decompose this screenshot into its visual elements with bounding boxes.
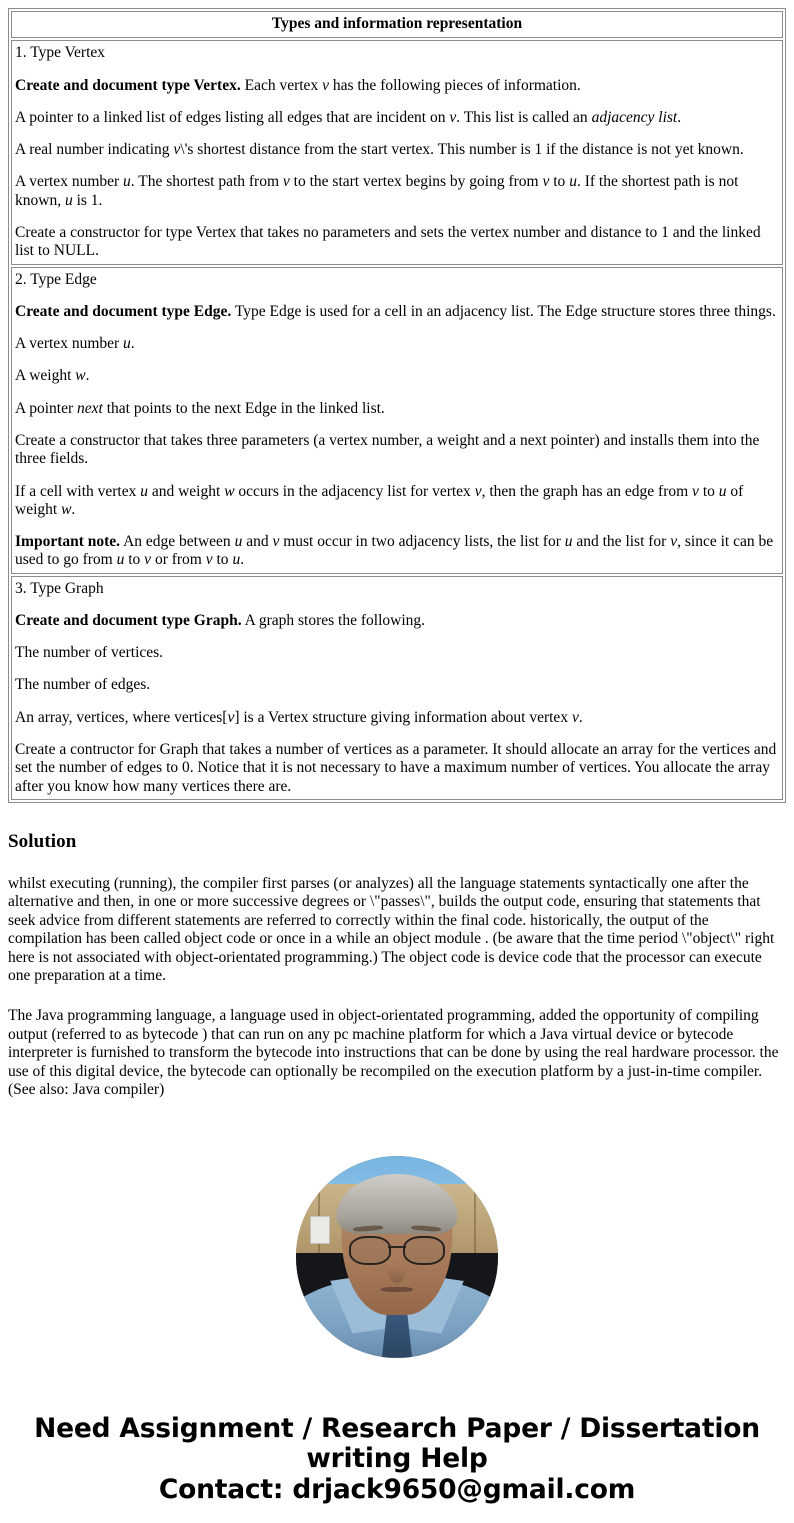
avatar-wall-switch [310,1216,330,1244]
italic-term: v [205,551,213,569]
solution-paragraph-1: whilst executing (running), the compiler first parses (or analyzes) all the language statements syntactically one after the alternative and then, in one or more successive degrees or \"passes\", builds the output code, ensuring that statements that seek advice from different statements are referred to correctly within the final code. historically, the output of the compilation has been called object code or once in a while an object module . (be aware that the time period \"object\" right here is not associated with object-orientated programming.) The object code is device code that the processor can execute one preparation at a time. [8,874,775,984]
table-row [11,267,783,574]
document-page [0,8,794,1505]
bold-term: Important note. [15,533,121,551]
italic-term: u [140,482,148,500]
italic-term: w [61,500,72,518]
section-lead-paragraph: Create and document type Graph. A graph stores the following. [15,611,426,629]
italic-term: v [474,482,482,500]
italic-term: v [272,533,280,551]
italic-term: v [670,533,678,551]
italic-term: w [224,482,235,500]
solution-paragraphs [0,875,794,1100]
italic-term: u [569,173,577,191]
solution-paragraph-2: The Java programming language, a language used in object-orientated programming, added the opportunity of compiling output (referred to as bytecode ) that can run on any pc machine platform for which a Java virtual device or bytecode interpreter is furnished to transform the bytecode into instructions that can be done by using the real hardware processor. the use of this digital device, the bytecode can optionally be recompiled on the execution platform by a just-in-time compiler. (See also: Java compiler) [8,1007,779,1099]
footer-line-2: Contact: drjack9650@gmail.com [158,1474,636,1506]
section-heading: 1. Type Vertex [15,44,106,62]
italic-term: u [232,551,241,569]
section-paragraph: A pointer to a linked list of edges listing all edges that are incident on v. This list is called an adjacency list. [15,108,682,126]
italic-term: u [123,173,131,191]
footer-contact-block [0,1414,794,1506]
avatar-glasses-lens-right [403,1236,445,1264]
italic-term: u [123,335,131,353]
italic-term: u [116,551,125,569]
italic-term: u [564,533,573,551]
avatar-container [0,1156,794,1358]
avatar-glasses-bridge [388,1246,406,1248]
italic-term: next [77,399,103,417]
avatar [296,1156,498,1358]
table-row [11,576,783,800]
section-lead-italic: v [322,76,329,94]
table-title-cell: Types and information representation [11,11,783,38]
section-paragraph: A real number indicating v\'s shortest distance from the start vertex. This number is 1 if the distance is not yet known. [15,141,744,159]
section-paragraph: The number of edges. [15,676,151,694]
italic-term: v [571,708,579,726]
section-cell-2 [11,267,783,574]
section-paragraph: The number of vertices. [15,644,164,662]
avatar-glasses-lens-left [349,1236,391,1264]
section-lead-bold: Create and document type Edge. [15,302,232,320]
section-heading: 3. Type Graph [15,579,104,597]
footer-line-1: Need Assignment / Research Paper / Dissertation writing Help [34,1412,760,1474]
italic-term: u [64,191,73,209]
italic-term: v [692,482,699,500]
table-head [11,11,783,38]
section-cell-3 [11,576,783,800]
table-body [11,40,783,800]
section-lead-bold: Create and document type Graph. [15,611,242,629]
section-paragraph: Create a constructor for type Vertex that takes no parameters and sets the vertex number and distance to 1 and the linked list to NULL. [15,223,761,260]
types-information-table [8,8,786,803]
italic-term: v [144,551,152,569]
table-header-row [11,11,783,38]
avatar-mouth [381,1287,413,1292]
section-content [15,44,779,260]
italic-term: v [173,141,181,159]
section-lead-paragraph: Create and document type Edge. Type Edge is used for a cell in an adjacency list. The Edge structure stores three things. [15,302,776,320]
italic-term: v [282,173,290,191]
section-content [15,271,779,570]
section-paragraph: A weight w. [15,367,90,385]
section-paragraph: A vertex number u. The shortest path from v to the start vertex begins by going from v to u. If the shortest path is not known, u is 1. [15,173,739,209]
section-paragraph: Create a constructor that takes three parameters (a vertex number, a weight and a next pointer) and installs them into the three fields. [15,431,760,468]
section-lead-paragraph: Create and document type Vertex. Each vertex v has the following pieces of information. [15,76,581,94]
section-lead-bold: Create and document type Vertex. [15,76,241,94]
italic-term: adjacency list [591,108,678,126]
italic-term: u [234,533,243,551]
italic-term: v [227,708,235,726]
table-row [11,40,783,264]
italic-term: v [542,173,550,191]
section-paragraph: A pointer next that points to the next Edge in the linked list. [15,399,385,417]
section-cell-1 [11,40,783,264]
solution-heading: Solution [8,830,77,852]
section-paragraph: Important note. An edge between u and v must occur in two adjacency lists, the list for u and the list for v, since it can be used to go from u to v or from v to u. [15,533,774,569]
section-paragraph: If a cell with vertex u and weight w occurs in the adjacency list for vertex v, then the graph has an edge from v to u of weight w. [15,482,744,518]
italic-term: w [75,367,86,385]
section-paragraph: A vertex number u. [15,335,135,353]
section-content [15,580,779,796]
italic-term: u [718,482,727,500]
section-paragraph: Create a contructor for Graph that takes a number of vertices as a parameter. It should allocate an array for the vertices and set the number of edges to 0. Notice that it is not necessary to have a maximum number of vertices. You allocate the array after you know how many vertices there are. [15,741,777,795]
section-heading: 2. Type Edge [15,270,97,288]
italic-term: v [449,108,457,126]
section-paragraph: An array, vertices, where vertices[v] is a Vertex structure giving information about vertex v. [15,708,583,726]
